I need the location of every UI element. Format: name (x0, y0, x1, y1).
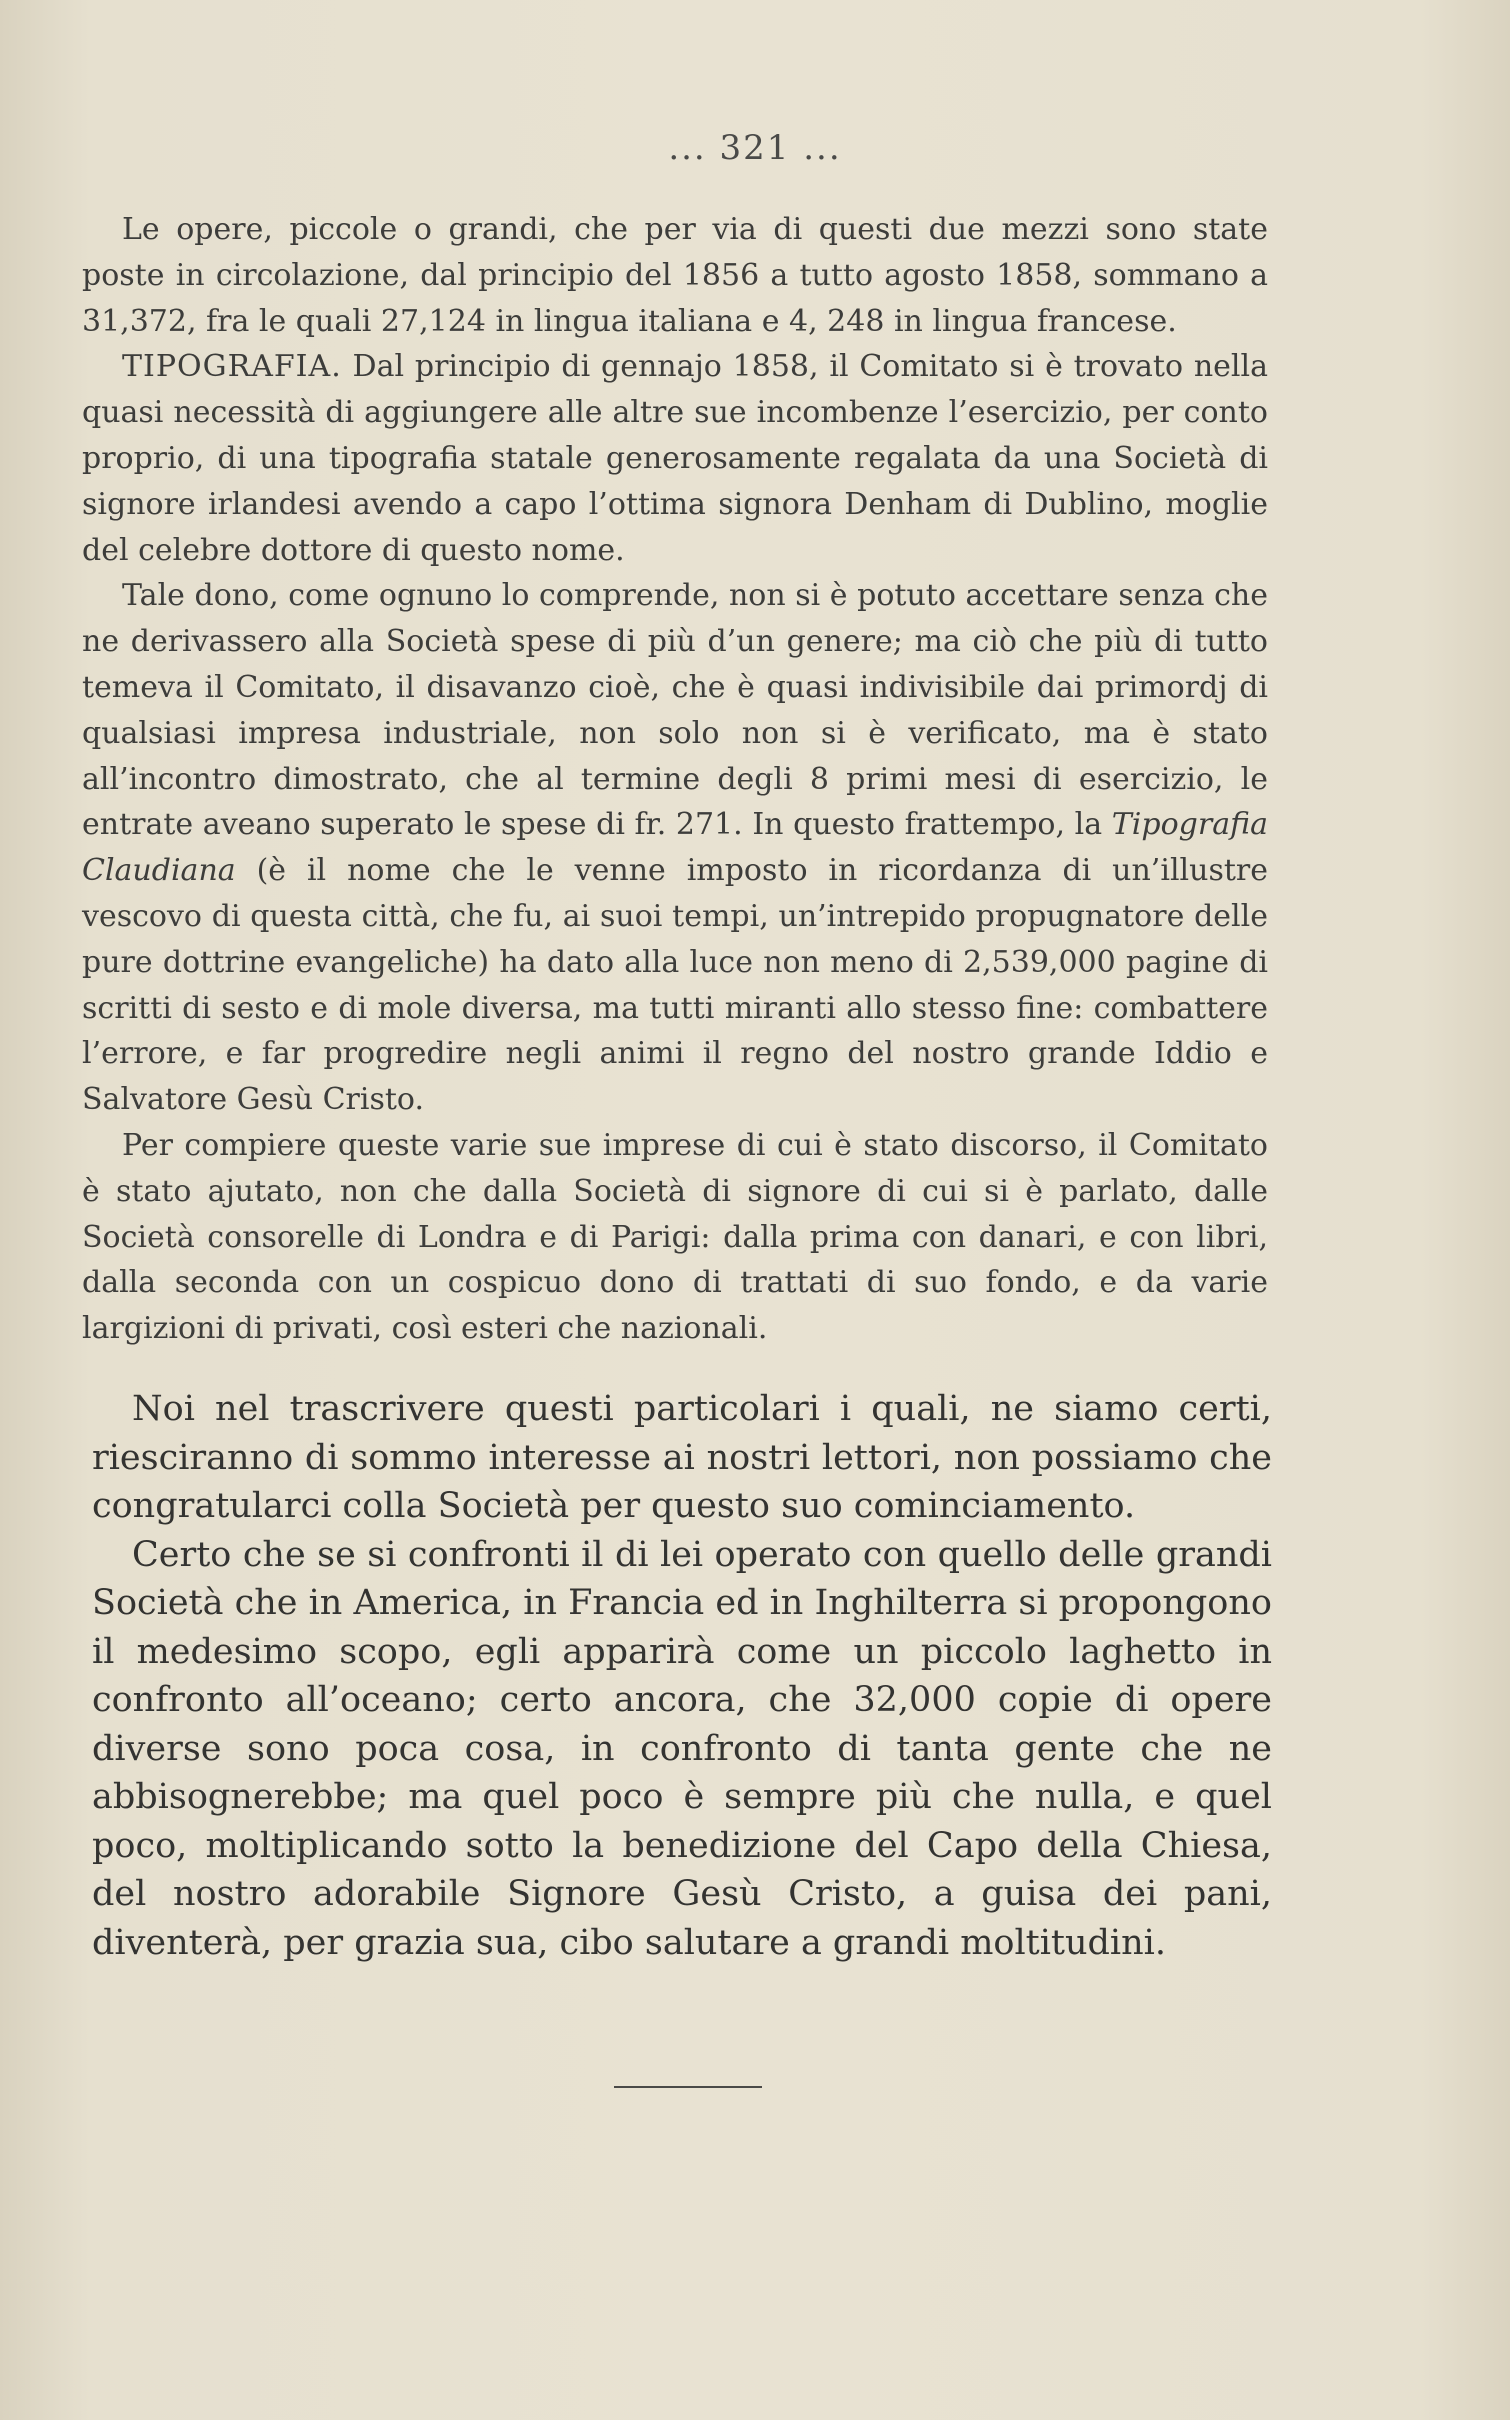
commentary-paragraph-1: Noi nel trascrivere questi particolari i quali, ne siamo certi, riesciranno di sommo interesse ai nostri lettori, non possiamo che congratularci colla Società per questo suo cominciamento. (92, 1389, 1272, 1526)
closing-rule (614, 2086, 762, 2088)
tipografia-claudiana-name: Tipografia Claudiana (82, 807, 1268, 889)
page-number: ... 321 ... (668, 128, 842, 168)
report-quotation (82, 207, 1268, 1352)
dono-text-after: (è il nome che le venne imposto in ricordanza di un’illustre vescovo di questa città, che fu, ai suoi tempi, un’intrepido propugnatore delle pure dottrine evangeliche) ha dato alla luce non meno di 2,539,000 pagine di scritti di sesto e di mole diversa, ma tutti miranti allo stesso fine: combattere l’errore, e far progredire negli animi il regno del nostro grande Iddio e Salvatore Gesù Cristo. (82, 853, 1268, 1118)
report-paragraph-dono (82, 573, 1268, 1123)
dono-text-before: Tale dono, come ognuno lo comprende, non si è potuto accettare senza che ne derivassero alla Società spese di più d’un genere; ma ciò che più di tutto temeva il Comitato, il disavanzo cioè, che è quasi indivisibile dai primordj di qualsiasi impresa industriale, non solo non si è verificato, ma è stato all’incontro dimostrato, che al termine degli 8 primi mesi di esercizio, le entrate aveano superato le spese di fr. 271. In questo frattempo, la (82, 578, 1268, 843)
section-heading-tipografia: TIPOGRAFIA. (122, 349, 342, 385)
report-paragraph-aiuti: Per compiere queste varie sue imprese di cui è stato discorso, il Comitato è stato ajutato, non che dalla Società di signore di cui si è parlato, dalle Società consorelle di Londra e di Parigi: dalla prima con danari, e con libri, dalla seconda con un cospicuo dono di trattati di suo fondo, e da varie largizioni di privati, così esteri che nazionali. (82, 1127, 1268, 1347)
report-paragraph-circulation: Le opere, piccole o grandi, che per via di questi due mezzi sono state poste in circolazione, dal principio del 1856 a tutto agosto 1858, sommano a 31,372, fra le quali 27,124 in lingua italiana e 4, 248 in lingua francese. (82, 212, 1268, 339)
commentary-paragraph-2: Certo che se si confronti il di lei operato con quello delle grandi Società che in America, in Francia ed in Inghilterra si propongono il medesimo scopo, egli apparirà come un piccolo laghetto in confronto all’oceano; certo ancora, che 32,000 copie di opere diverse sono poca cosa, in confronto di tanta gente che ne abbisognerebbe; ma quel poco è sempre più che nulla, e quel poco, moltiplicando sotto la benedizione del Capo della Chiesa, del nostro adorabile Signore Gesù Cristo, a guisa dei pani, diventerà, per grazia sua, cibo salutare a grandi moltitudini. (92, 1534, 1272, 1963)
report-paragraph-tipografia (82, 344, 1268, 573)
editorial-commentary (92, 1385, 1272, 1967)
tipografia-text: Dal principio di gennajo 1858, il Comitato si è trovato nella quasi necessità di aggiungere alle altre sue incombenze l’esercizio, per conto proprio, di una tipografia statale generosamente regalata da una Società di signore irlandesi avendo a capo l’ottima signora Denham di Dublino, moglie del celebre dottore di questo nome. (82, 349, 1268, 568)
